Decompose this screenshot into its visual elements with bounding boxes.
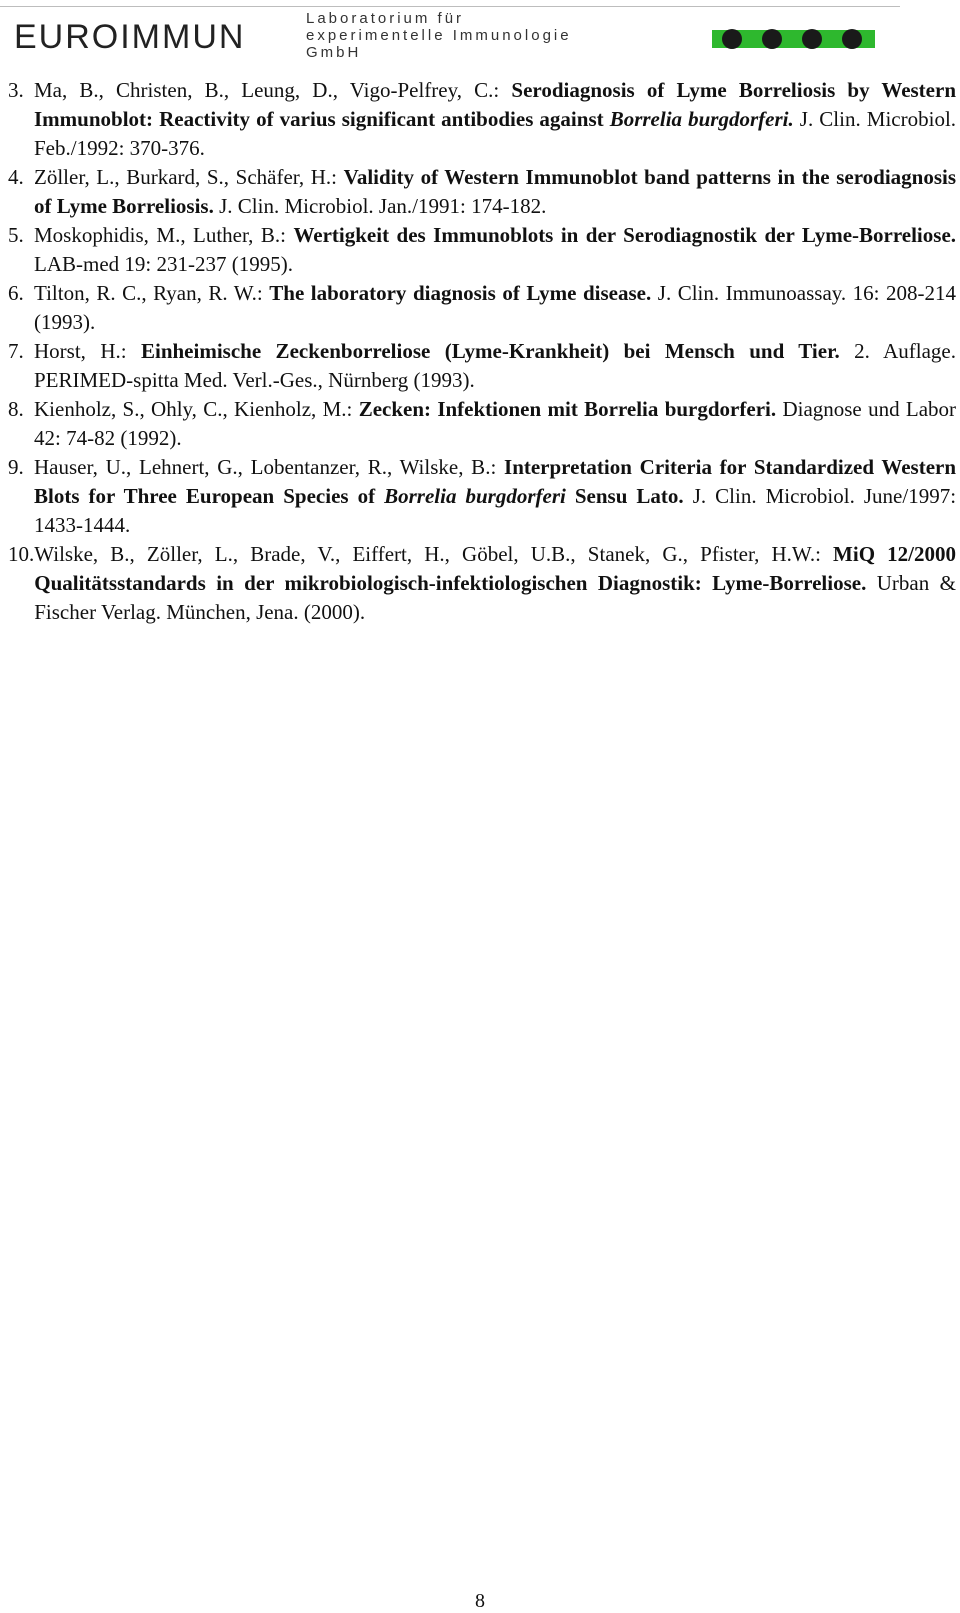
reference-authors: Moskophidis, M., Luther, B.:	[34, 223, 286, 247]
reference-item	[8, 395, 956, 453]
reference-source: Diagnose und Labor 42: 74-82 (1992).	[34, 397, 957, 450]
reference-item	[8, 540, 956, 627]
reference-number: 7.	[8, 339, 24, 363]
reference-number: 6.	[8, 281, 24, 305]
reference-text	[34, 163, 956, 221]
reference-source: J. Clin. Microbiol. June/1997: 1433-1444.	[34, 484, 957, 537]
reference-item	[8, 337, 956, 395]
reference-number: 8.	[8, 397, 24, 421]
reference-title: Wertigkeit des Immunoblots in der Serodiagnostik der Lyme-Borreliose.	[293, 223, 957, 247]
reference-source: Urban & Fischer Verlag. München, Jena. (2000).	[34, 571, 956, 624]
reference-title: Einheimische Zeckenborreliose (Lyme-Krankheit) bei Mensch und Tier.	[140, 339, 840, 363]
reference-number: 5.	[8, 223, 24, 247]
lab-name	[306, 10, 572, 61]
reference-title: Zecken: Infektionen mit Borrelia burgdorferi.	[358, 397, 777, 421]
reference-source: 2. Auflage. PERIMED-spitta Med. Verl.-Ges., Nürnberg (1993).	[34, 339, 957, 392]
reference-authors: Hauser, U., Lehnert, G., Lobentanzer, R., Wilske, B.:	[34, 455, 497, 479]
reference-item	[8, 76, 956, 163]
reference-title-italic: Borrelia burgdorferi.	[609, 107, 794, 131]
reference-authors: Kienholz, S., Ohly, C., Kienholz, M.:	[34, 397, 353, 421]
page-number: 8	[475, 1590, 485, 1612]
lab-line-3: GmbH	[306, 44, 362, 61]
reference-title: The laboratory diagnosis of Lyme disease.	[269, 281, 652, 305]
reference-source: J. Clin. Microbiol. Feb./1992: 370-376.	[34, 107, 957, 160]
lab-line-1: Laboratorium für	[306, 10, 465, 27]
reference-authors: Horst, H.:	[34, 339, 127, 363]
reference-source: J. Clin. Microbiol. Jan./1991: 174-182.	[219, 194, 547, 218]
reference-title: Serodiagnosis of Lyme Borreliosis by Western Immunoblot: Reactivity of varius significant antibodies against	[34, 78, 957, 131]
reference-title: Validity of Western Immunoblot band patterns in the serodiagnosis of Lyme Borreliosis.	[34, 165, 957, 218]
reference-item	[8, 221, 956, 279]
reference-source: J. Clin. Immunoassay. 16: 208-214 (1993).	[34, 281, 957, 334]
page-header	[0, 0, 960, 70]
reference-number: 3.	[8, 78, 24, 102]
reference-authors: Zöller, L., Burkard, S., Schäfer, H.:	[34, 165, 338, 189]
header-rule	[0, 6, 900, 7]
reference-text	[34, 76, 956, 163]
reference-authors: Ma, B., Christen, B., Leung, D., Vigo-Pelfrey, C.:	[34, 78, 500, 102]
reference-title-italic: Borrelia burgdorferi	[384, 484, 566, 508]
reference-number: 9.	[8, 455, 24, 479]
reference-source: LAB-med 19: 231-237 (1995).	[34, 252, 293, 276]
reference-item	[8, 453, 956, 540]
reference-list	[8, 76, 956, 627]
reference-number: 4.	[8, 165, 24, 189]
reference-title: MiQ 12/2000 Qualitätsstandards in der mikrobiologisch-infektiologischen Diagnostik: Lyme-Borreliose.	[34, 542, 957, 595]
reference-text	[34, 279, 956, 337]
reference-authors: Tilton, R. C., Ryan, R. W.:	[34, 281, 263, 305]
reference-title: Interpretation Criteria for Standardized Western Blots for Three European Species of	[34, 455, 957, 508]
brand-name: EUROIMMUN	[14, 18, 246, 56]
reference-text	[34, 453, 956, 540]
reference-title-suffix: Sensu Lato.	[574, 484, 684, 508]
reference-authors: Wilske, B., Zöller, L., Brade, V., Eiffert, H., Göbel, U.B., Stanek, G., Pfister, H.W.:	[34, 542, 821, 566]
euroimmun-logo	[712, 28, 875, 50]
reference-text	[34, 337, 956, 395]
reference-text	[34, 395, 956, 453]
reference-text	[34, 540, 956, 627]
reference-text	[34, 221, 956, 279]
reference-item	[8, 163, 956, 221]
lab-line-2: experimentelle Immunologie	[306, 27, 572, 44]
reference-number: 10.	[8, 542, 35, 566]
reference-item	[8, 279, 956, 337]
